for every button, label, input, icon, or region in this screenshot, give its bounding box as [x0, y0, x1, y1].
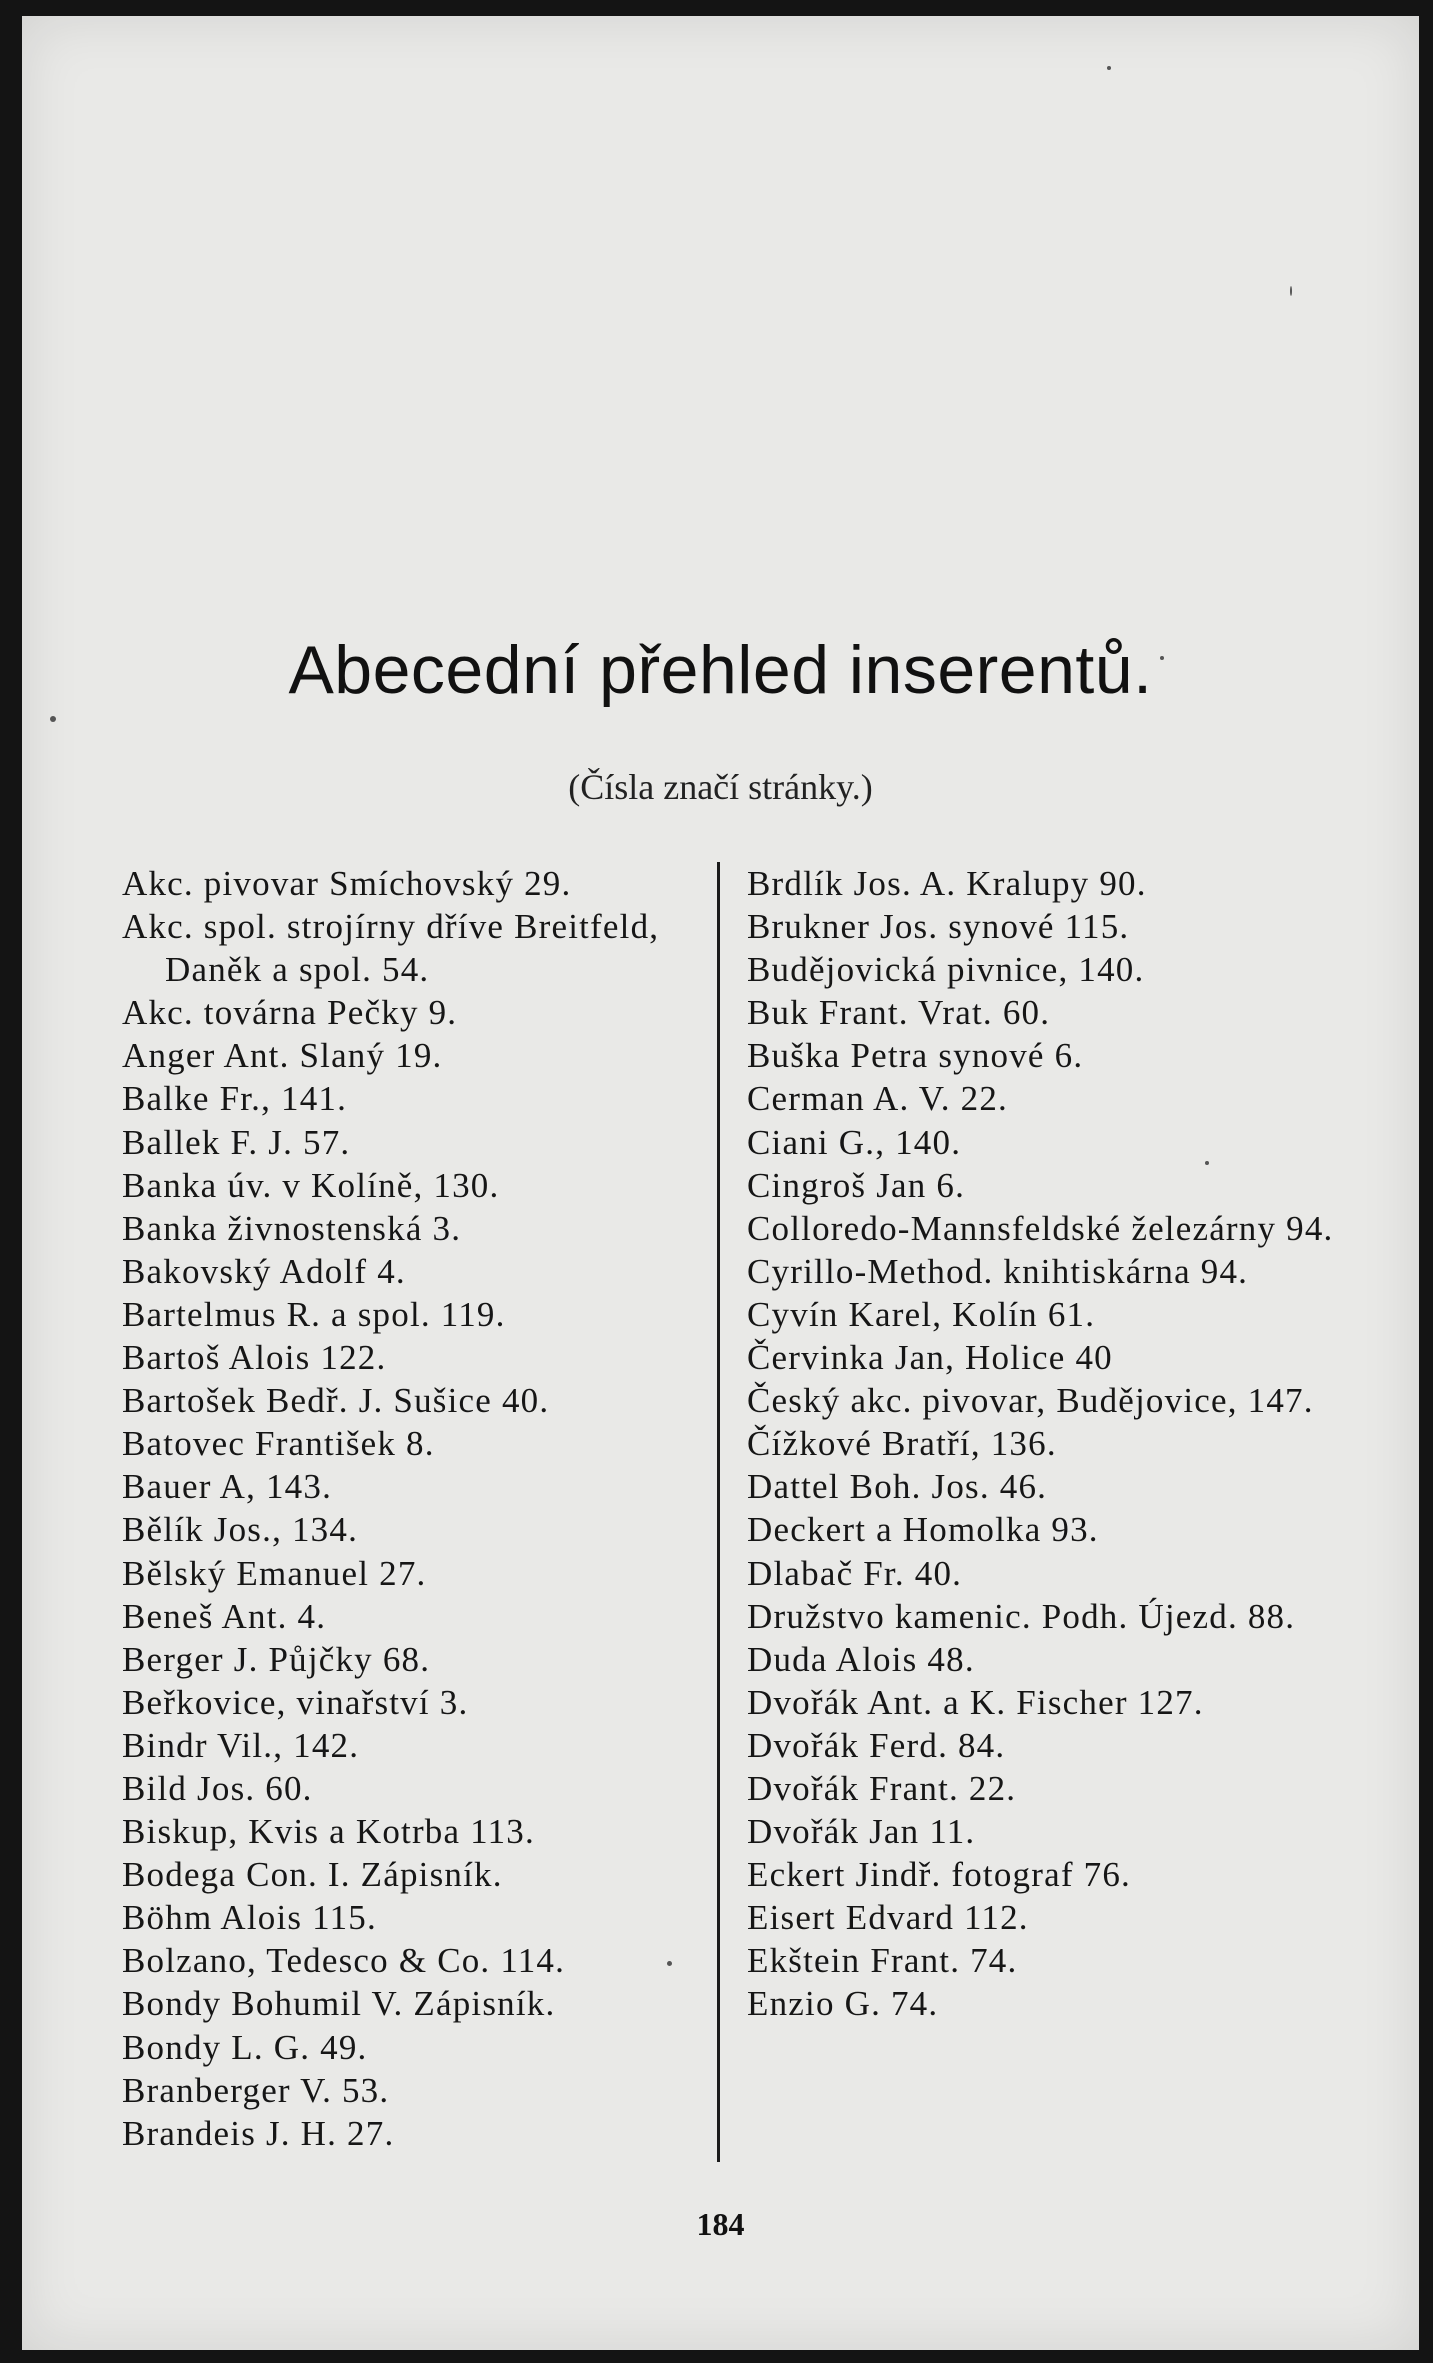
index-entry: Bondy Bohumil V. Zápisník. — [122, 1984, 556, 2024]
page-number: 184 — [696, 2206, 745, 2242]
index-entry: Beneš Ant. 4. — [122, 1596, 327, 1636]
index-entry: Dvořák Ant. a K. Fischer 127. — [747, 1682, 1204, 1722]
index-entry: Beřkovice, vinařství 3. — [122, 1682, 469, 1722]
index-entry: Cingroš Jan 6. — [747, 1165, 966, 1205]
page-subtitle: (Čísla značí stránky.) — [568, 767, 873, 807]
index-entry: Biskup, Kvis a Kotrba 113. — [122, 1812, 535, 1852]
index-entry: Eisert Edvard 112. — [747, 1898, 1029, 1938]
index-entry: Cyvín Karel, Kolín 61. — [747, 1294, 1096, 1334]
index-entry: Bild Jos. 60. — [122, 1768, 313, 1808]
index-entry: Eckert Jindř. fotograf 76. — [747, 1855, 1132, 1895]
index-entry: Bakovský Adolf 4. — [122, 1251, 406, 1291]
index-entry: Bartošek Bedř. J. Sušice 40. — [122, 1381, 550, 1421]
index-entry: Bondy L. G. 49. — [122, 2027, 368, 2067]
index-entry: Akc. spol. strojírny dříve Breitfeld, Daněk a spol. 54. — [122, 907, 660, 990]
index-entry: Buk Frant. Vrat. 60. — [747, 993, 1051, 1033]
index-entry: Bolzano, Tedesco & Co. 114. — [122, 1941, 566, 1981]
index-entry: Bodega Con. I. Zápisník. — [122, 1855, 503, 1895]
index-entry: Anger Ant. Slaný 19. — [122, 1036, 443, 1076]
index-entry: Deckert a Homolka 93. — [747, 1510, 1099, 1550]
index-entry: Böhm Alois 115. — [122, 1898, 377, 1938]
index-entry: Ekštein Frant. 74. — [747, 1941, 1018, 1981]
dust-speck — [1107, 66, 1111, 70]
left-column — [122, 862, 712, 2155]
index-entry: Bindr Vil., 142. — [122, 1725, 360, 1765]
column-divider — [717, 862, 720, 2162]
index-entry: Červinka Jan, Holice 40 — [747, 1338, 1113, 1378]
index-entry: Berger J. Půjčky 68. — [122, 1639, 431, 1679]
index-entry: Ciani G., 140. — [747, 1122, 962, 1162]
dust-speck — [50, 716, 56, 722]
index-entry: Brdlík Jos. A. Kralupy 90. — [747, 864, 1147, 903]
index-entry: Enzio G. 74. — [747, 1984, 939, 2024]
index-entry: Cerman A. V. 22. — [747, 1079, 1008, 1119]
index-entry: Český akc. pivovar, Budějovice, 147. — [747, 1381, 1314, 1421]
index-entry: Cyrillo-Method. knihtiskárna 94. — [747, 1251, 1249, 1291]
index-entry: Bělík Jos., 134. — [122, 1510, 359, 1550]
index-entry: Dvořák Frant. 22. — [747, 1768, 1017, 1808]
index-entry: Duda Alois 48. — [747, 1639, 975, 1679]
index-entry: Čížkové Bratří, 136. — [747, 1424, 1057, 1464]
index-entry: Bartoš Alois 122. — [122, 1338, 387, 1378]
index-entry: Družstvo kamenic. Podh. Újezd. 88. — [747, 1596, 1296, 1636]
index-entry: Branberger V. 53. — [122, 2070, 390, 2110]
index-entry: Akc. továrna Pečky 9. — [122, 993, 458, 1033]
index-entry: Bartelmus R. a spol. 119. — [122, 1294, 506, 1334]
index-entry: Dattel Boh. Jos. 46. — [747, 1467, 1048, 1507]
index-entry: Bělský Emanuel 27. — [122, 1553, 427, 1593]
right-column — [747, 862, 1367, 2026]
index-entry: Colloredo-Mannsfeldské železárny 94. — [747, 1208, 1334, 1248]
index-entry: Banka úv. v Kolíně, 130. — [122, 1165, 500, 1205]
dust-speck — [1290, 286, 1292, 296]
scanned-page — [22, 16, 1419, 2350]
index-entry: Budějovická pivnice, 140. — [747, 950, 1145, 990]
index-entry: Buška Petra synové 6. — [747, 1036, 1084, 1076]
index-entry: Banka živnostenská 3. — [122, 1208, 462, 1248]
index-entry: Dlabač Fr. 40. — [747, 1553, 963, 1593]
index-entry: Brandeis J. H. 27. — [122, 2113, 395, 2153]
index-entry: Batovec František 8. — [122, 1424, 435, 1464]
index-entry: Akc. pivovar Smíchovský 29. — [122, 864, 572, 903]
index-entry: Bauer A, 143. — [122, 1467, 333, 1507]
page-title: Abecední přehled inserentů. — [288, 632, 1153, 708]
index-entry: Brukner Jos. synové 115. — [747, 907, 1130, 947]
index-entry: Dvořák Ferd. 84. — [747, 1725, 1006, 1765]
index-entry: Dvořák Jan 11. — [747, 1812, 976, 1852]
index-entry: Ballek F. J. 57. — [122, 1122, 351, 1162]
index-entry: Balke Fr., 141. — [122, 1079, 348, 1119]
